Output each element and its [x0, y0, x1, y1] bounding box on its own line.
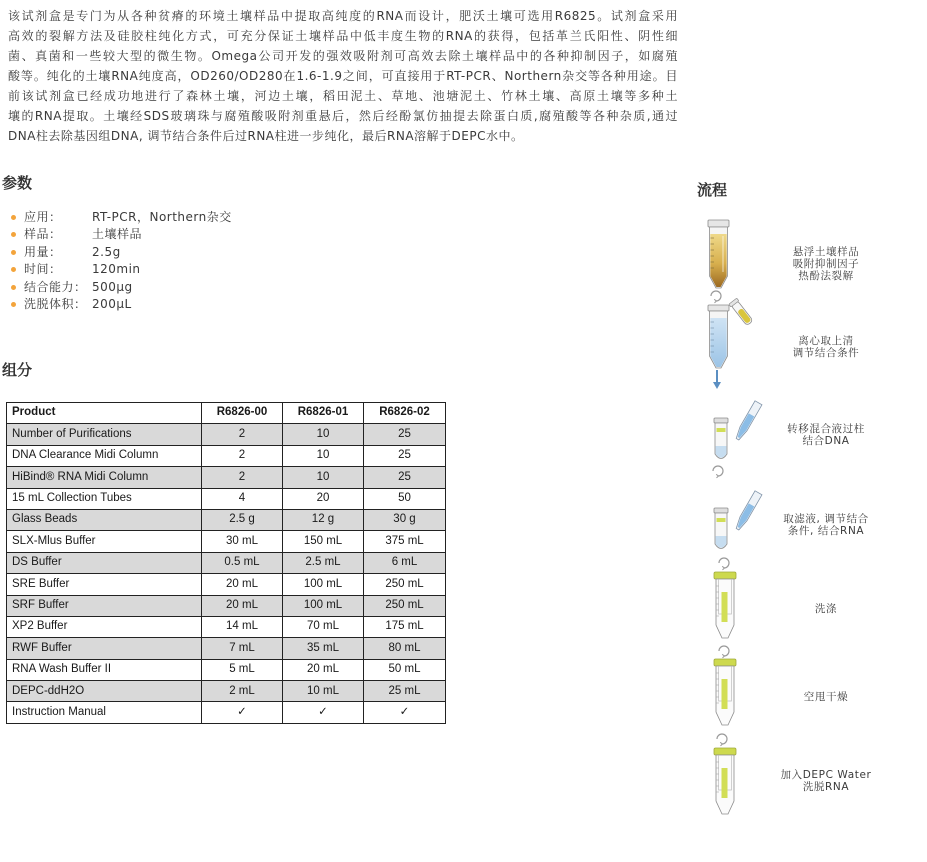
step-label-line: 加入DEPC Water [780, 769, 872, 781]
quantity-cell: 80 mL [364, 638, 446, 659]
intro-paragraph [8, 6, 678, 146]
quantity-cell: 20 mL [283, 659, 364, 680]
quantity-cell: 10 mL [283, 681, 364, 702]
quantity-cell: 100 mL [283, 574, 364, 595]
quantity-cell: 50 mL [364, 659, 446, 680]
step-4-column-icon [714, 491, 762, 549]
workflow-step-1-label [766, 246, 886, 282]
table-row [7, 552, 446, 573]
workflow-step-5-label [766, 603, 886, 615]
bullet-dot-icon [11, 302, 16, 307]
step-label-line: 热酚法裂解 [798, 270, 854, 282]
step-label-line: 调节结合条件 [792, 347, 860, 359]
quantity-cell: 0.5 mL [202, 552, 283, 573]
workflow-step-4-label [766, 513, 886, 537]
step-label-line: 洗涤 [814, 603, 838, 615]
quantity-cell: 10 [283, 424, 364, 445]
cycle-arrow-icon [717, 734, 727, 746]
quantity-cell: 10 [283, 445, 364, 466]
quantity-cell: 12 g [283, 509, 364, 530]
table-header-row [7, 403, 446, 424]
param-label: 应用： [24, 210, 62, 224]
product-name-cell: 15 mL Collection Tubes [7, 488, 202, 509]
check-mark-cell: ✓ [364, 702, 446, 723]
param-item-sample [10, 226, 232, 243]
quantity-cell: 2 mL [202, 681, 283, 702]
product-name-cell: SRE Buffer [7, 574, 202, 595]
table-header-cell: R6826-01 [283, 403, 364, 424]
table-header-cell: Product [7, 403, 202, 424]
quantity-cell: 14 mL [202, 616, 283, 637]
quantity-cell: 375 mL [364, 531, 446, 552]
step-3-column-icon [714, 401, 762, 459]
table-row [7, 595, 446, 616]
quantity-cell: 2.5 g [202, 509, 283, 530]
quantity-cell: 25 [364, 424, 446, 445]
param-value: 120min [92, 262, 141, 277]
step-label-line: 吸附抑制因子 [792, 258, 860, 270]
cycle-arrow-icon [713, 466, 723, 478]
quantity-cell: 175 mL [364, 616, 446, 637]
product-name-cell: XP2 Buffer [7, 616, 202, 637]
cycle-arrow-icon [719, 646, 729, 658]
product-name-cell: HiBind® RNA Midi Column [7, 467, 202, 488]
step-label-line: 条件, 结合RNA [787, 525, 865, 537]
step-label-line: 取滤液, 调节结合 [783, 513, 869, 525]
quantity-cell: 2 [202, 445, 283, 466]
table-row [7, 445, 446, 466]
workflow-step-6-label [766, 691, 886, 703]
table-header-cell: R6826-02 [364, 403, 446, 424]
quantity-cell: 150 mL [283, 531, 364, 552]
bullet-dot-icon [11, 285, 16, 290]
step-label-line: 离心取上清 [798, 335, 854, 347]
quantity-cell: 20 [283, 488, 364, 509]
bullet-dot-icon [11, 215, 16, 220]
workflow-illustration [690, 210, 775, 825]
quantity-cell: 30 g [364, 509, 446, 530]
product-name-cell: SRF Buffer [7, 595, 202, 616]
param-item-binding-capacity [10, 279, 232, 296]
step-label-line: 洗脱RNA [802, 781, 850, 793]
product-name-cell: Number of Purifications [7, 424, 202, 445]
param-label: 结合能力： [24, 279, 87, 294]
step-label-line: 悬浮土壤样品 [792, 246, 860, 258]
table-row [7, 467, 446, 488]
workflow-step-2-label [766, 335, 886, 359]
quantity-cell: 25 [364, 445, 446, 466]
components-heading: 组分 [2, 361, 33, 379]
product-name-cell: DEPC-ddH2O [7, 681, 202, 702]
quantity-cell: 20 mL [202, 574, 283, 595]
quantity-cell: 2 [202, 424, 283, 445]
intro-line: 高效的裂解方法及硅胶柱纯化方式，可充分保证土壤样品中低丰度生物的RNA的获得，包括革兰氏阳性、阴性细 [8, 29, 678, 43]
components-table [6, 402, 446, 724]
product-name-cell: RNA Wash Buffer II [7, 659, 202, 680]
param-label: 时间： [24, 262, 62, 277]
intro-line: 酸等。纯化的土壤RNA纯度高，OD260/OD280在1.6-1.9之间，可直接用于RT-PCR、Northern杂交等各种用途。目 [8, 69, 678, 83]
quantity-cell: 35 mL [283, 638, 364, 659]
quantity-cell: 30 mL [202, 531, 283, 552]
param-label: 样品： [24, 227, 62, 242]
table-row [7, 488, 446, 509]
quantity-cell: 25 mL [364, 681, 446, 702]
product-name-cell: Instruction Manual [7, 702, 202, 723]
table-row [7, 659, 446, 680]
intro-line: 壤的RNA提取。土壤经SDS玻璃珠与腐殖酸吸附剂重悬后，然后经酚氯仿抽提去除蛋白质,腐殖酸等各种杂质,通过 [8, 109, 678, 123]
bullet-dot-icon [11, 250, 16, 255]
table-row [7, 616, 446, 637]
cycle-arrow-icon [711, 291, 721, 303]
table-row [7, 424, 446, 445]
quantity-cell: 6 mL [364, 552, 446, 573]
step-1-tube-icon [708, 220, 729, 288]
workflow-heading: 流程 [697, 181, 728, 199]
product-name-cell: DS Buffer [7, 552, 202, 573]
param-value: RT-PCR，Northern杂交 [92, 210, 232, 224]
quantity-cell: 250 mL [364, 574, 446, 595]
quantity-cell: 50 [364, 488, 446, 509]
bullet-dot-icon [11, 232, 16, 237]
table-row [7, 681, 446, 702]
intro-line: DNA柱去除基因组DNA, 调节结合条件后过RNA柱进一步纯化，最后RNA溶解于DEPC水中。 [8, 129, 524, 143]
check-mark-cell: ✓ [202, 702, 283, 723]
quantity-cell: 2.5 mL [283, 552, 364, 573]
quantity-cell: 5 mL [202, 659, 283, 680]
table-row [7, 638, 446, 659]
params-list [10, 209, 232, 313]
quantity-cell: 20 mL [202, 595, 283, 616]
param-value: 土壤样品 [92, 227, 143, 242]
param-item-time [10, 261, 232, 278]
param-label: 洗脱体积： [24, 296, 87, 311]
bullet-dot-icon [11, 267, 16, 272]
quantity-cell: 2 [202, 467, 283, 488]
product-name-cell: SLX-Mlus Buffer [7, 531, 202, 552]
check-mark-cell: ✓ [283, 702, 364, 723]
quantity-cell: 25 [364, 467, 446, 488]
step-5-tube-icon [714, 572, 736, 638]
step-7-tube-icon [714, 748, 736, 814]
quantity-cell: 100 mL [283, 595, 364, 616]
down-arrow-icon [713, 370, 721, 389]
param-item-amount [10, 244, 232, 261]
step-2-tube-icon [708, 298, 754, 368]
workflow-step-3-label [766, 423, 886, 447]
workflow-step-7-label [766, 769, 886, 793]
intro-line: 前该试剂盒已经成功地进行了森林土壤，河边土壤，稻田泥土、草地、池塘泥土、竹林土壤、高原土壤等多种土 [8, 89, 678, 103]
step-6-tube-icon [714, 659, 736, 725]
quantity-cell: 70 mL [283, 616, 364, 637]
cycle-arrow-icon [719, 558, 729, 570]
product-name-cell: RWF Buffer [7, 638, 202, 659]
quantity-cell: 4 [202, 488, 283, 509]
table-row [7, 574, 446, 595]
table-row [7, 509, 446, 530]
quantity-cell: 7 mL [202, 638, 283, 659]
param-value: 2.5g [92, 244, 121, 259]
params-heading: 参数 [2, 174, 33, 192]
product-name-cell: DNA Clearance Midi Column [7, 445, 202, 466]
table-row [7, 531, 446, 552]
step-label-line: 转移混合液过柱 [787, 423, 865, 435]
param-item-application [10, 209, 232, 226]
table-row [7, 702, 446, 723]
intro-line: 该试剂盒是专门为从各种贫瘠的环境土壤样品中提取高纯度的RNA而设计，肥沃土壤可选用R6825。试剂盒采用 [8, 9, 678, 23]
quantity-cell: 250 mL [364, 595, 446, 616]
step-label-line: 空甩干燥 [803, 691, 849, 703]
intro-line: 菌、真菌和一些较大型的微生物。Omega公司开发的强效吸附剂可高效去除土壤样品中的各种抑制因子，如腐殖 [8, 49, 678, 63]
step-label-line: 结合DNA [802, 435, 850, 447]
param-item-elution-volume [10, 296, 232, 313]
product-name-cell: Glass Beads [7, 509, 202, 530]
param-value: 500μg [92, 279, 133, 294]
quantity-cell: 10 [283, 467, 364, 488]
param-value: 200μL [92, 296, 132, 311]
table-header-cell: R6826-00 [202, 403, 283, 424]
param-label: 用量： [24, 244, 62, 259]
